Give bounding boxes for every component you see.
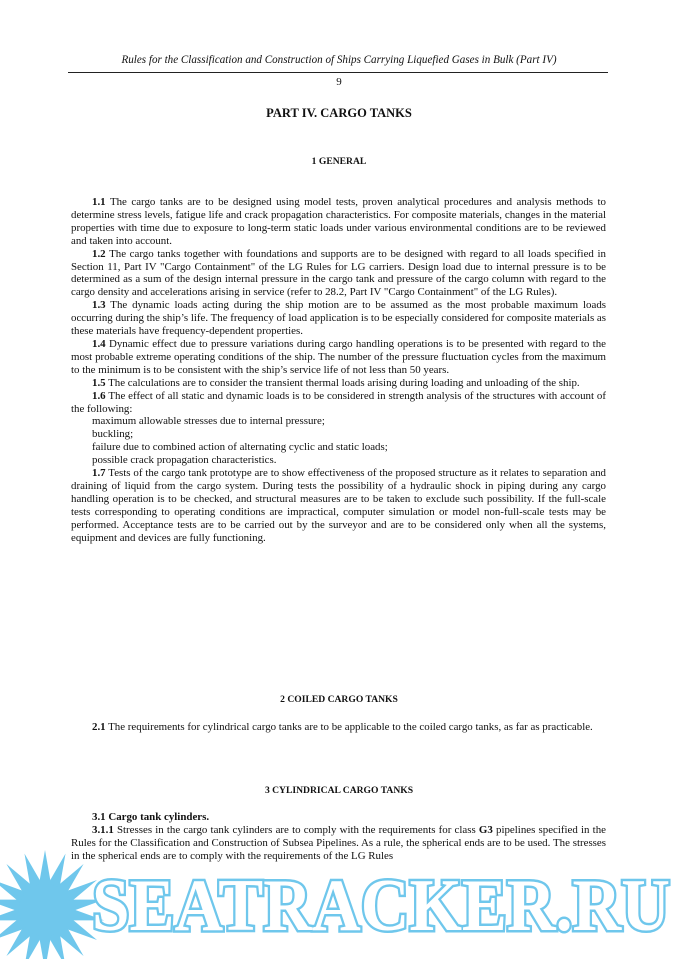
paragraph-1-5: 1.5 The calculations are to consider the transient thermal loads arising during loading and unloading of the ship.: [92, 376, 580, 389]
header-rule: [68, 72, 608, 73]
subsection-heading: 3.1 Cargo tank cylinders.: [92, 811, 210, 823]
list-item: buckling;: [92, 428, 134, 441]
watermark-text: SEATRACKER.RU: [92, 865, 670, 947]
page-number: 9: [336, 76, 342, 88]
section-2-body: [71, 721, 606, 734]
paragraph-3-1-1: 3.1.1 Stresses in the cargo tank cylinders are to comply with the requirements for class G3 pipelines specified in the Rules for the Classification and Construction of Subsea Pipelines. As a rule, the spherical ends are to be used. The stresses in the spherical ends are to comply with the requirements of the LG Rules: [71, 823, 606, 862]
paragraph-1-7: 1.7 Tests of the cargo tank prototype are to show effectiveness of the proposed structure as it relates to separation and draining of liquid from the cargo system. During tests the possibility of a hydraulic shock in piping during any cargo handling operation is to be checked, and structural measures are to be taken to exclude such possibility. If the full-scale tests corresponding to operating conditions are impractical, computer simulation or model non-full-scale tests may be performed. Acceptance tests are to be carried out by the surveyor and are to be considered only when all the systems, equipment and devices are fully functioning.: [71, 467, 607, 544]
section-2-title: 2 COILED CARGO TANKS: [280, 694, 398, 705]
paragraph-1-2: 1.2 The cargo tanks together with foundations and supports are to be designed with regard to all loads specified in Section 11, Part IV "Cargo Containment" of the LG Rules for LG carriers. Design load due to internal pressure is to be determined as a sum of the design internal pressure in the cargo tank and pressure of the cargo column with regard to the cargo density and accelerations arising in service (refer to 28.2, Part IV "Cargo Containment" of the LG Rules).: [71, 247, 606, 299]
paragraph-1-1: 1.1 The cargo tanks are to be designed using model tests, proven analytical procedures and analysis methods to determine stress levels, fatigue life and crack propagation characteristics. For composite materials, changes in the material properties with time due to exposure to long-term static loads under various environmental conditions are to be reviewed and taken into account.: [71, 196, 606, 247]
section-1-body: [71, 196, 606, 544]
watermark: [0, 848, 678, 959]
paragraph-2-1: 2.1 The requirements for cylindrical cargo tanks are to be applicable to the coiled cargo tanks, as far as practicable.: [92, 721, 593, 733]
list-item: maximum allowable stresses due to internal pressure;: [92, 415, 325, 428]
section-3-title: 3 CYLINDRICAL CARGO TANKS: [264, 785, 414, 796]
section-1-title: 1 GENERAL: [311, 156, 367, 167]
running-header: Rules for the Classification and Construction of Ships Carrying Liquefied Gases in Bulk (Part IV): [121, 54, 557, 66]
paragraph-1-6: 1.6 The effect of all static and dynamic loads is to be considered in strength analysis of the structures with account of the following:: [71, 389, 606, 415]
list-item: failure due to combined action of alternating cyclic and static loads;: [92, 441, 388, 454]
part-title: PART IV. CARGO TANKS: [266, 106, 412, 120]
watermark-graphic: [0, 848, 678, 959]
list-item: possible crack propagation characteristics.: [92, 454, 277, 467]
paragraph-1-3: 1.3 The dynamic loads acting during the ship motion are to be assumed as the most probable maximum loads occurring during the ship’s life. The frequency of load application is to be especially considered for composite materials as these materials have frequency-dependent properties.: [71, 299, 606, 338]
paragraph-1-4: 1.4 Dynamic effect due to pressure variations during cargo handling operations is to be presented with regard to the most probable extreme operating conditions of the ship. The number of the pressure fluctuation cycles from the maximum to the minimum is to be consistent with the ship’s service life of not less than 50 years.: [71, 337, 606, 376]
sun-icon: [0, 850, 105, 959]
